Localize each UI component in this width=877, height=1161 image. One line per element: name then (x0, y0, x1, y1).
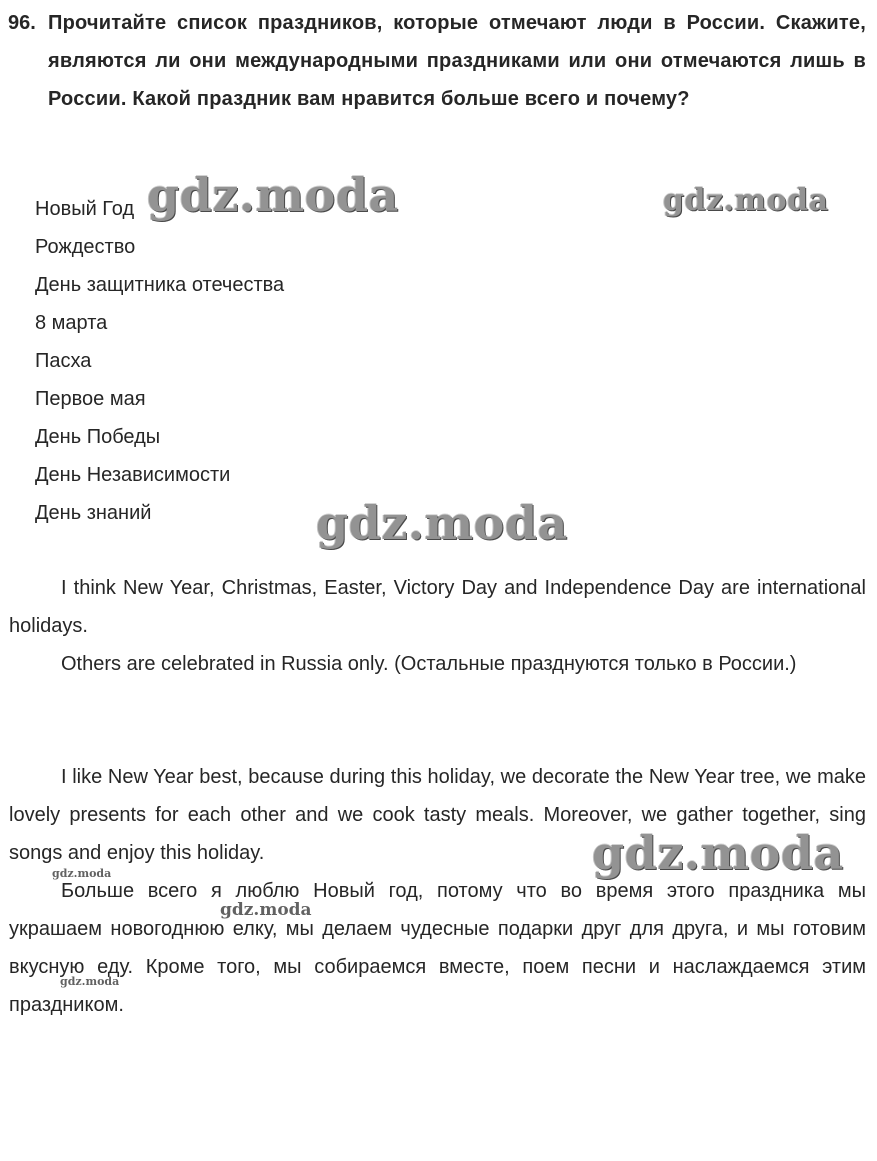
answer-paragraph (9, 569, 866, 645)
holiday-list (35, 190, 284, 532)
watermark-logo: gdz.moda (147, 168, 399, 222)
holiday-item: День защитника отечества (35, 274, 285, 296)
holiday-item: День знаний (35, 502, 152, 524)
watermark-logo: gdz.moda (592, 826, 844, 880)
holiday-item: День Независимости (35, 464, 231, 486)
holiday-item: Первое мая (35, 388, 146, 410)
answer-text: I think New Year, Christmas, Easter, Victory Day and Independence Day are international holidays. (9, 577, 866, 637)
watermark-logo: gdz.moda (663, 183, 829, 218)
holiday-item: 8 марта (35, 312, 108, 334)
answer-text: Больше всего я люблю Новый год, потому что во время этого праздника мы украшаем новогоднюю елку, мы делаем чудесные подарки друг для друга, и мы готовим вкусную еду. Кроме того, мы собираемся вместе, поем песни и наслаждаемся этим праздником. (9, 880, 866, 1016)
exercise-task: Прочитайте список праздников, которые отмечают люди в России. Скажите, являются ли они международными праздниками или они отмечаются лишь в России. Какой праздник вам нравится больше всего и почему? (48, 12, 866, 110)
watermark-logo: gdz.moda (52, 867, 112, 880)
exercise-number: 96. (8, 12, 36, 34)
answer-paragraph (9, 645, 866, 683)
watermark-logo: gdz.moda (220, 900, 312, 920)
holiday-item: День Победы (35, 426, 161, 448)
holiday-item: Рождество (35, 236, 136, 258)
holiday-item: Пасха (35, 350, 92, 372)
exercise-header (8, 4, 866, 118)
answer-text: I like New Year best, because during this holiday, we decorate the New Year tree, we make lovely presents for each other and we cook tasty meals. Moreover, we gather together, sing songs and enjoy this holiday. (9, 766, 866, 864)
answer-paragraph (9, 872, 866, 1024)
watermark-logo: gdz.moda (60, 975, 120, 988)
holiday-item: Новый Год (35, 198, 135, 220)
answer-text: Others are celebrated in Russia only. (Остальные празднуются только в России.) (61, 653, 797, 675)
watermark-logo: gdz.moda (316, 496, 568, 550)
